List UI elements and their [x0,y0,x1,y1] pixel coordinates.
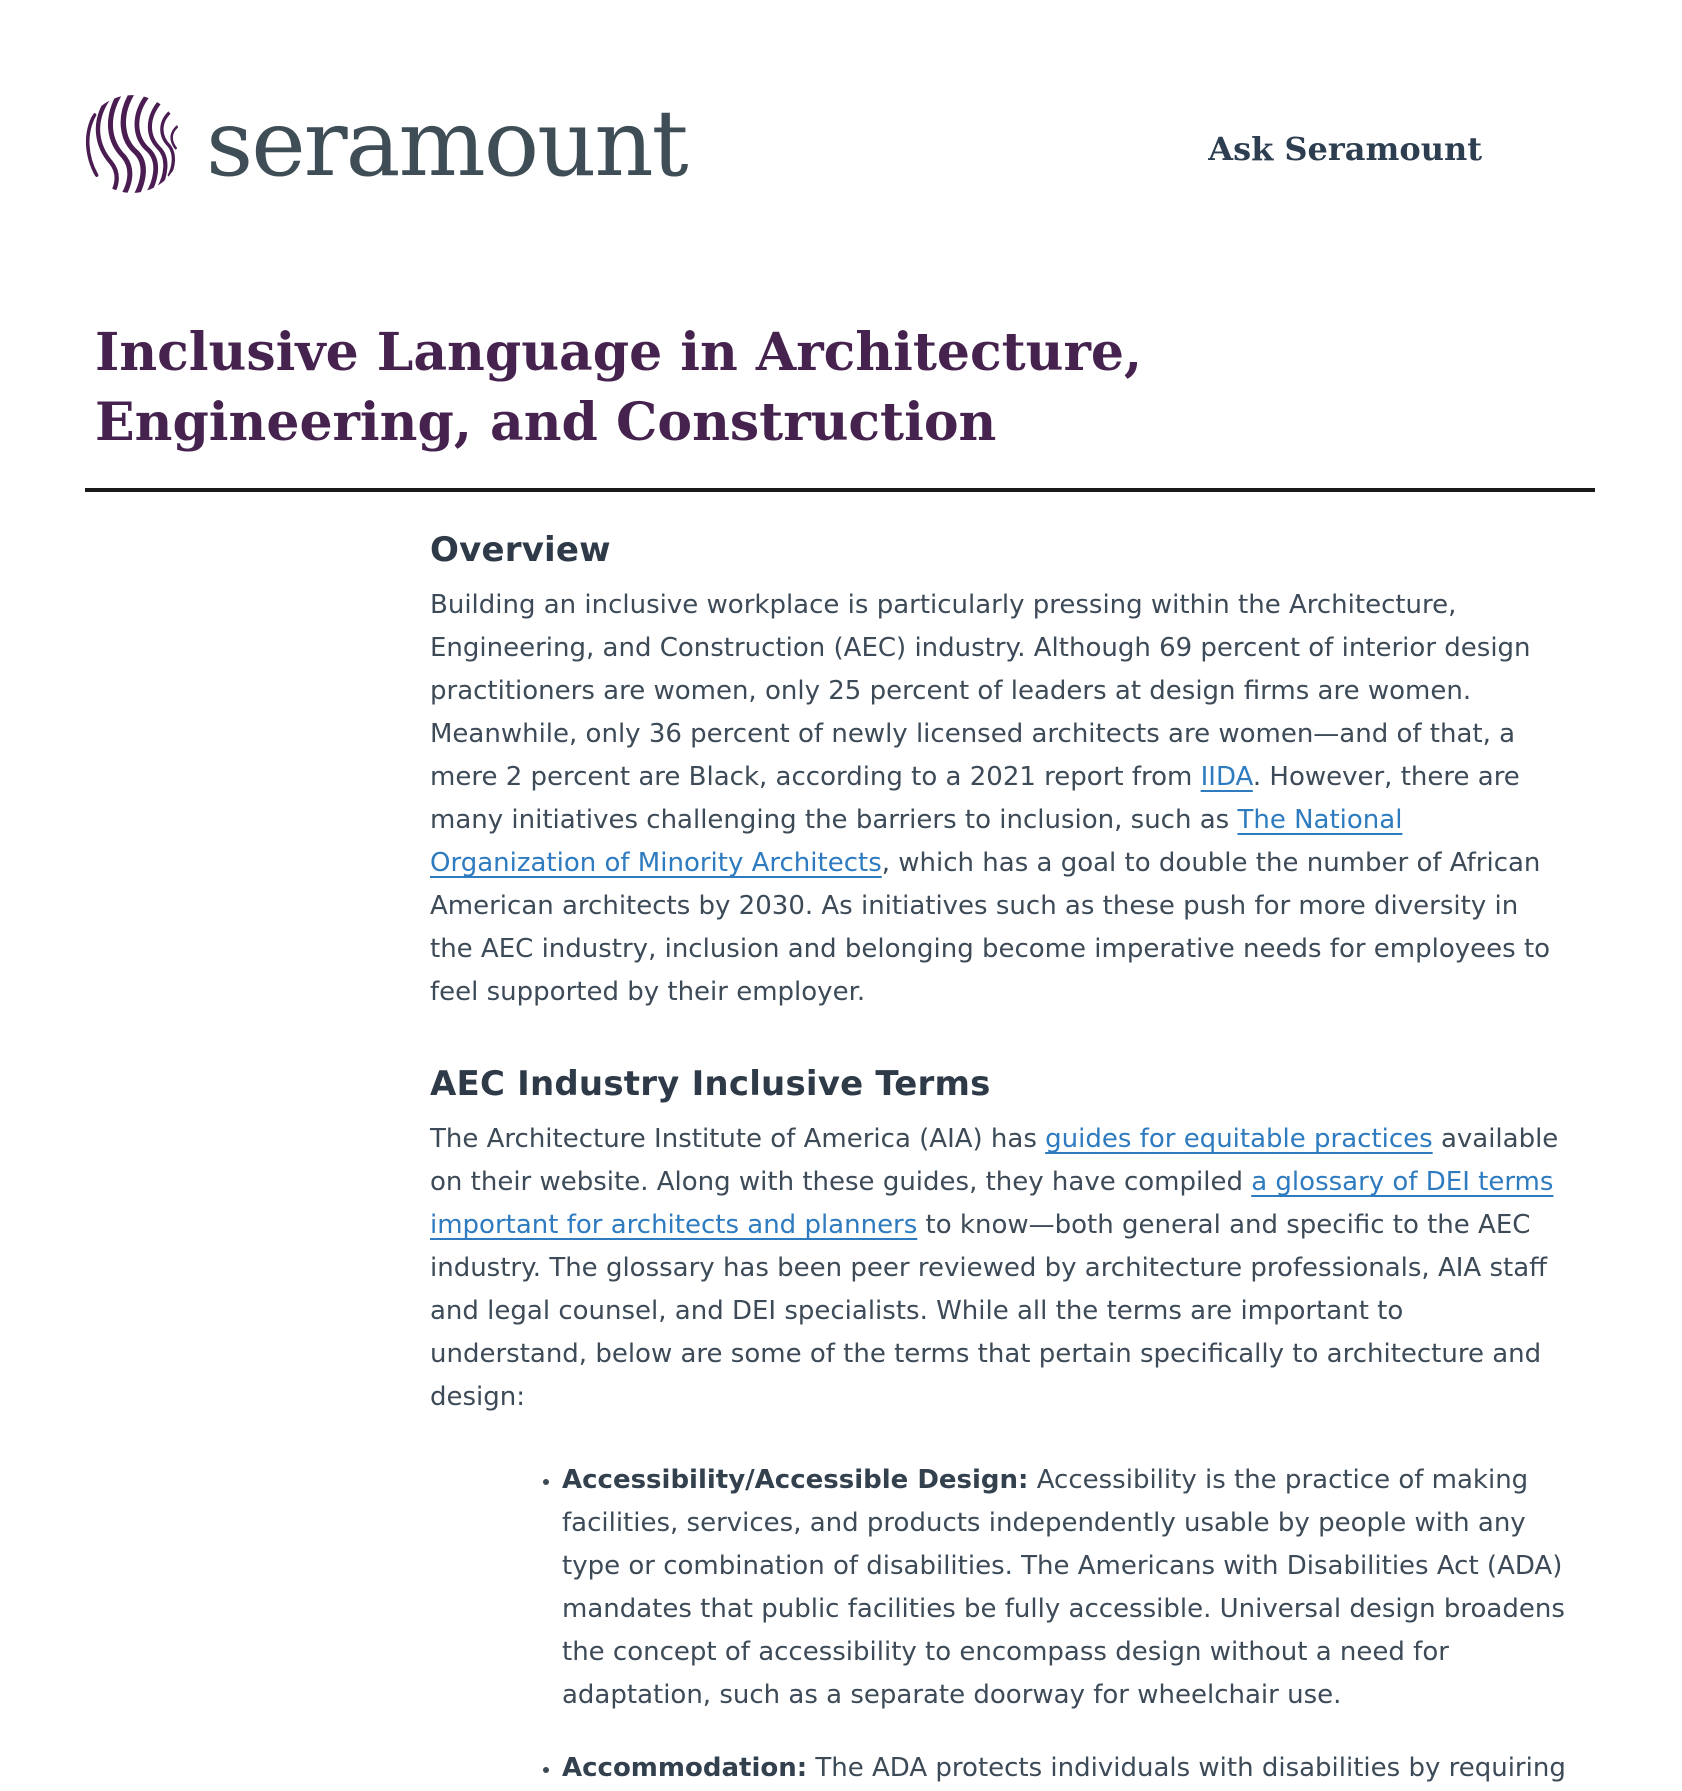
noma-link[interactable]: The National Organization of Minority Architects [430,805,1403,878]
term-name: Accommodation: [562,1753,808,1783]
text-segment: . However, there are many initiatives challenging the barriers to inclusion, such as [430,762,1520,835]
text-segment: The Architecture Institute of America (AIA) has [430,1124,1046,1154]
text-segment: , which has a goal to double the number of African American architects by 2030. As initiatives such as these push for more diversity in the AEC industry, inclusion and belonging become imperative needs for employees to feel supported by their employer. [430,848,1551,1007]
text-segment: Building an inclusive workplace is particularly pressing within the Architecture, Engineering, and Construction (AEC) industry. Although 69 percent of interior design practitioners are women, only 25 percent of leaders at design firms are women. Meanwhile, only 36 percent of newly licensed architects are women—and of that, a mere 2 percent are Black, according to a 2021 report from [430,590,1531,792]
equitable-practices-link[interactable]: guides for equitable practices [1045,1124,1433,1154]
page-header [0,0,1682,196]
seramount-wordmark: seramount [206,90,687,197]
overview-heading: Overview [430,530,611,570]
terms-paragraph [430,1118,1567,1419]
term-name: Accessibility/Accessible Design: [562,1465,1029,1495]
term-definition: The ADA protects individuals with disabilities by requiring [807,1753,1566,1783]
document-body [430,530,1567,1790]
seramount-logo [80,92,687,196]
term-definition: Accessibility is the practice of making facilities, services, and products independently usable by people with any type or combination of disabilities. The Americans with Disabilities Act (ADA) mandates that public facilities be fully accessible. Universal design broadens the concept of accessibility to encompass design without a need for adaptation, such as a separate doorway for wheelchair use. [562,1465,1565,1710]
dei-glossary-link[interactable]: a glossary of DEI terms important for architects and planners [430,1167,1554,1240]
seramount-swirl-icon [80,92,184,196]
title-divider [85,488,1595,492]
overview-paragraph [430,584,1567,1014]
text-segment: to know—both general and specific to the AEC industry. The glossary has been peer reviewed by architecture professionals, AIA staff and legal counsel, and DEI specialists. While all the terms are important to understand, below are some of the terms that pertain specifically to architecture and design: [430,1210,1548,1412]
text-segment: available on their website. Along with these guides, they have compiled [430,1124,1559,1197]
term-item-accessibility [562,1459,1567,1717]
page-title: Inclusive Language in Architecture, Engineering, and Construction [95,322,1143,453]
iida-link[interactable]: IIDA [1200,762,1253,792]
ask-seramount-label: Ask Seramount [1208,130,1482,168]
terms-heading: AEC Industry Inclusive Terms [430,1064,991,1104]
term-item-accommodation [562,1747,1567,1790]
terms-list [430,1459,1567,1790]
